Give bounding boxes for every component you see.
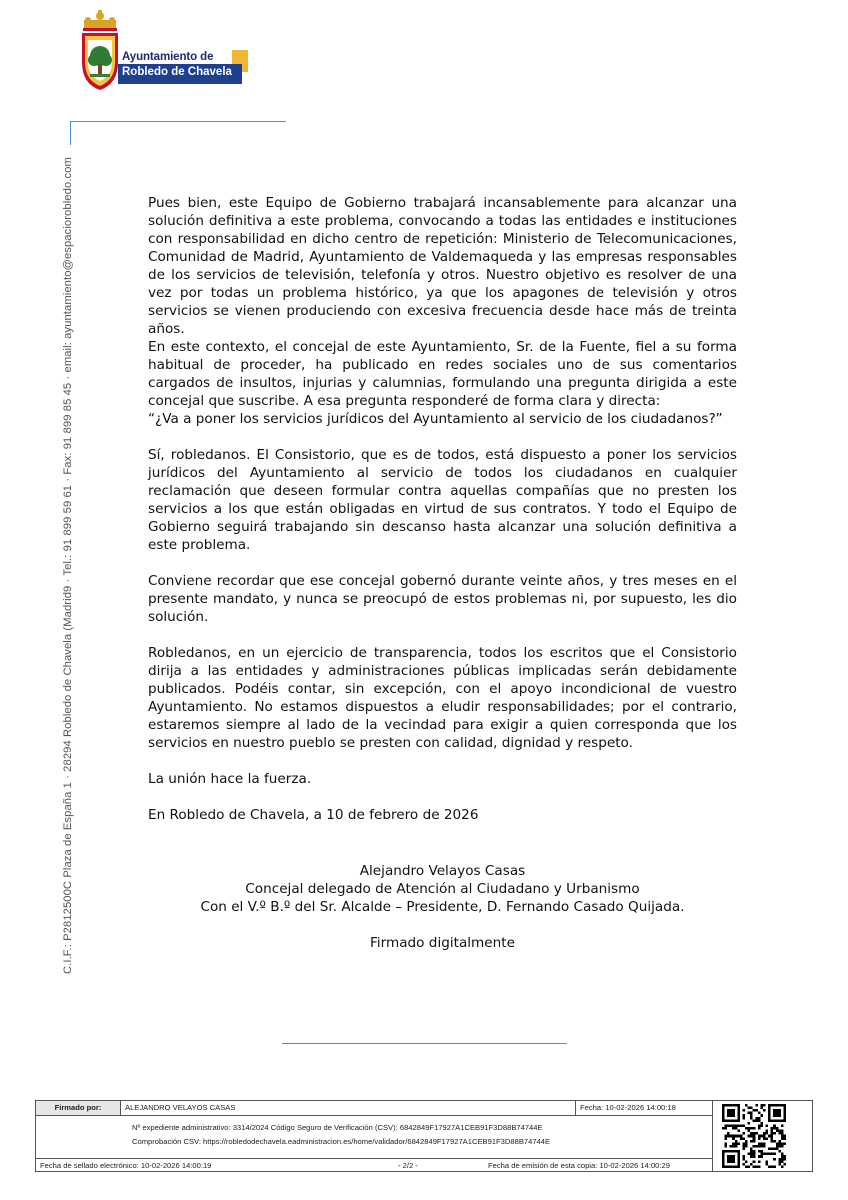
copy-date: Fecha de emisión de esta copia: 10-02-2026 14:00:29 [488, 1161, 670, 1170]
quoted-question: “¿Va a poner los servicios jurídicos del Ayuntamiento al servicio de los ciudadanos?” [148, 411, 723, 427]
signed-by-name: ALEJANDRO VELAYOS CASAS [121, 1101, 576, 1115]
municipal-logo [74, 10, 254, 92]
logo-line-2: Robledo de Chavela [122, 66, 232, 78]
paragraph-reminder: Conviene recordar que ese concejal gobernó durante veinte años, y tres meses en el presente mandato, y nunca se preocupó de estos problemas ni, por supuesto, les dio solución. [148, 573, 737, 625]
seal-row [36, 1158, 712, 1173]
logo-line-1: Ayuntamiento de [122, 51, 214, 63]
left-divider [70, 121, 71, 145]
signed-by-label: Firmado por: [36, 1101, 121, 1115]
signer-name: Alejandro Velayos Casas [359, 863, 526, 879]
paragraph-transparency: Robledanos, en un ejercicio de transparencia, todos los escritos que el Consistorio dirija a las entidades y administraciones públicas implicadas serán debidamente publicados. Podéis contar, sin excepción, con el apoyo incondicional de vuestro Ayuntamiento. No estamos dispuestos a eludir responsabilidades; por el contrario, estaremos siempre al lado de la vecindad para exigir a quien corresponda que los servicios en nuestro pueblo se presten con calidad, dignidad y respeto. [148, 645, 737, 751]
paragraph-answer: Sí, robledanos. El Consistorio, que es de todos, está dispuesto a poner los servicios jurídicos del Ayuntamiento al servicio de todos los ciudadanos en cualquier reclamación que deseen formular contra aquellas compañías que no presten los servicios a los que están obligadas en virtud de sus contratos. Y todo el Equipo de Gobierno seguirá trabajando sin descanso hasta alcanzar una solución definitiva a este problema. [148, 447, 737, 553]
bottom-divider [282, 1043, 567, 1044]
seal-date: Fecha de sellado electrónico: 10-02-2026 14:00:19 [40, 1161, 212, 1170]
sidebar-contact-info: C.I.F.: P2812500C Plaza de España 1 · 28294 Robledo de Chavela (Madrid9 · Tel.: 91 899 59 61 · Fax: 91 899 85 45 · email: ayuntamiento@espaciorobledo.com [62, 157, 74, 974]
paragraph-context: En este contexto, el concejal de este Ayuntamiento, Sr. de la Fuente, fiel a su forma habitual de proceder, ha publicado en redes sociales uno de sus comentarios cargados de insultos, injurias y calumnias, formulando una pregunta dirigida a este concejal que suscribe. A esa pregunta responderé de forma clara y directa: [148, 339, 737, 409]
top-divider [70, 121, 286, 122]
csv-verification-link[interactable]: Comprobación CSV: https://robledodechavela.eadministracion.es/home/validador/6842849F17927A1CEB91F3D88B74744E [132, 1137, 551, 1146]
digital-signature-note: Firmado digitalmente [370, 935, 515, 951]
paragraph-solution: Pues bien, este Equipo de Gobierno trabajará incansablemente para alcanzar una solución definitiva a este problema, convocando a todas las entidades e instituciones con responsabilidad en dicho centro de repetición: Ministerio de Telecomunicaciones, Comunidad de Madrid, Ayuntamiento de Valdemaqueda y las empresas responsables de los servicios de televisión, telefonía y otros. Nuestro objetivo es resolver de una vez por todas un problema histórico, ya que los apagones de televisión y otros servicios se vienen produciendo con excesiva frecuencia desde hace más de treinta años. [148, 195, 737, 337]
signed-by-row [36, 1101, 712, 1116]
signer-approval: Con el V.º B.º del Sr. Alcalde – Presidente, D. Fernando Casado Quijada. [200, 899, 685, 915]
qr-code-icon [722, 1104, 786, 1168]
verification-footer [35, 1100, 813, 1172]
signer-role: Concejal delegado de Atención al Ciudadano y Urbanismo [245, 881, 640, 897]
signed-date: Fecha: 10-02-2026 14:00:18 [580, 1103, 676, 1112]
page-number: - 2/2 - [398, 1161, 418, 1170]
expediente-csv: Nº expediente administrativo: 3314/2024 Código Seguro de Verificación (CSV): 6842849F17927A1CEB91F3D88B74744E [132, 1123, 543, 1132]
signature-block [148, 862, 737, 952]
place-date: En Robledo de Chavela, a 10 de febrero de 2026 [148, 807, 479, 823]
letter-body [148, 194, 737, 824]
closing-motto: La unión hace la fuerza. [148, 771, 312, 787]
